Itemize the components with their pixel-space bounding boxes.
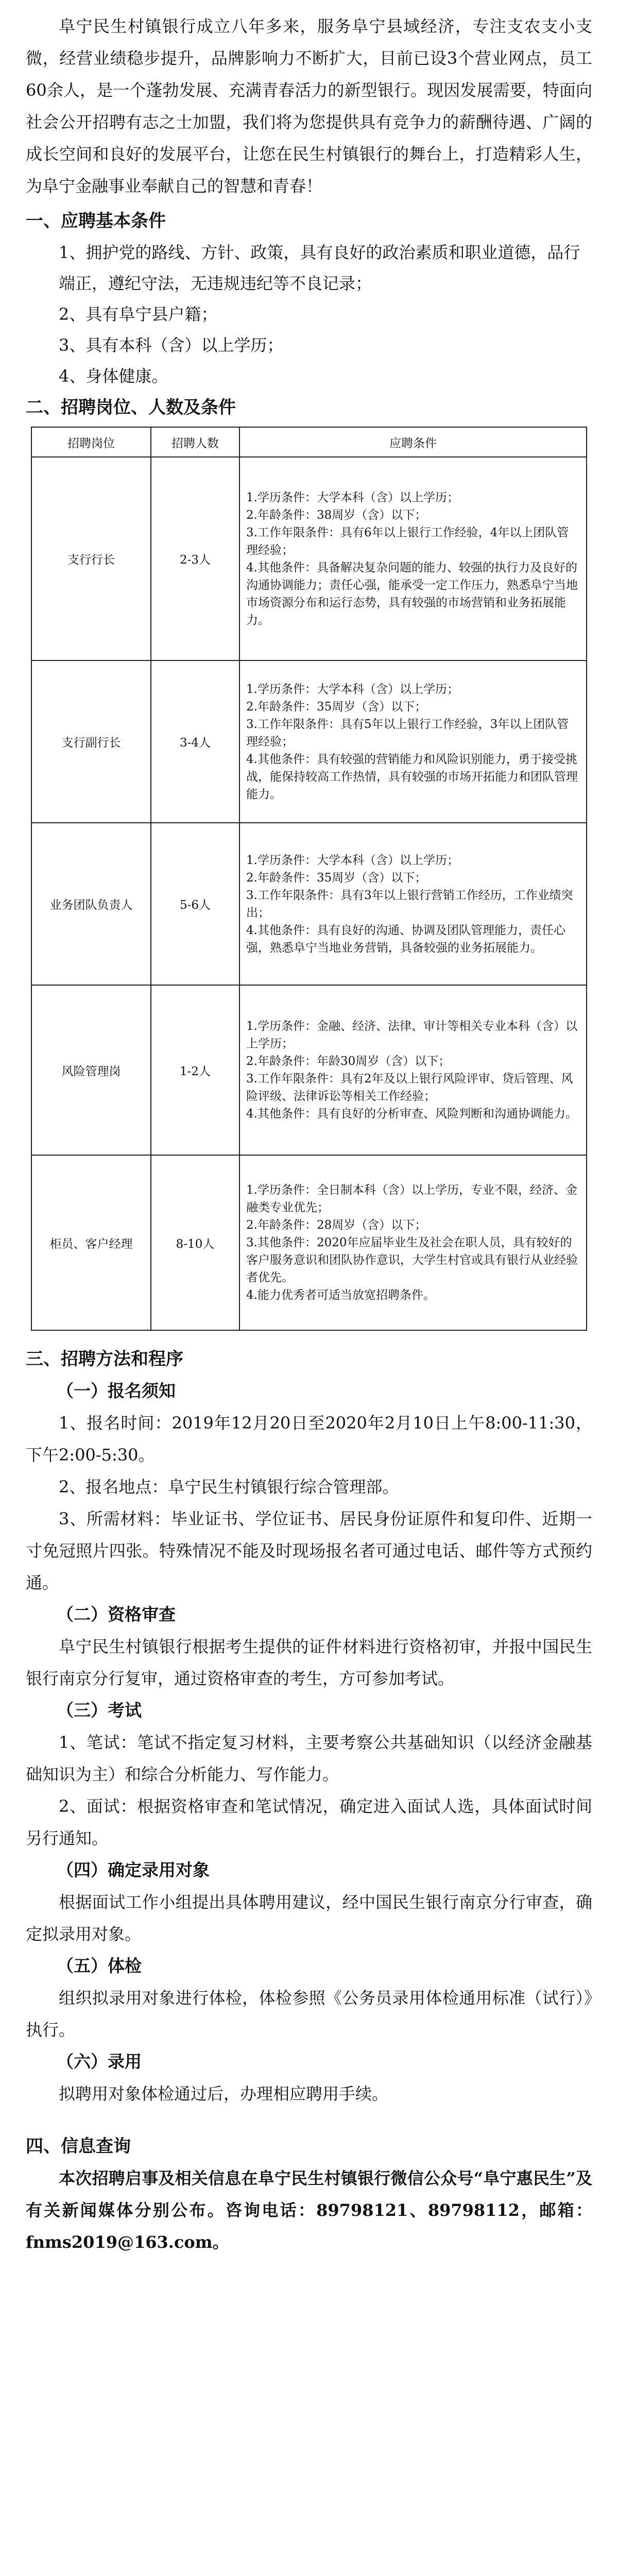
- position-count: 1-2人: [151, 985, 239, 1155]
- condition-line: 3.工作年限条件：具有5年以上银行工作经验，3年以上团队管理经验；: [246, 717, 569, 749]
- condition-line: 2.年龄条件：28周岁（含）以下；: [246, 1218, 427, 1232]
- condition-line: 1.学历条件：金融、经济、法律、审计等相关专业本科（含）以上学历；: [246, 1020, 577, 1050]
- inquiry-text: 本次招聘启事及相关信息在阜宁民生村镇银行微信公众号“阜宁惠民生”及有关新闻媒体分别公布。咨询电话：89798121、89798112，邮箱：fnms2019@163.com。: [26, 2168, 592, 2252]
- intro-paragraph: 阜宁民生村镇银行成立八年多来，服务阜宁县域经济，专注支农支小支微，经营业绩稳步提升，品牌影响力不断扩大，目前已设3个营业网点，员工60余人，是一个蓬勃发展、充满青春活力的新型银行。现因发展需要，特面向社会公开招聘有志之士加盟，我们将为您提供具有竞争力的薪酬待遇、广阔的成长空间和良好的发展平台，让您在民生村镇银行的舞台上，打造精彩人生，为阜宁金融事业奉献自己的智慧和青春！: [26, 16, 592, 196]
- position-conditions: [239, 660, 587, 823]
- section3-title: 三、招聘方法和程序: [26, 1349, 183, 1369]
- position-name: 柜员、客户经理: [31, 1155, 151, 1330]
- condition-line: 2.年龄条件：年龄30周岁（含）以下；: [246, 1055, 451, 1068]
- condition-line: 1.学历条件：全日制本科（含）以上学历，专业不限，经济、金融类专业优先；: [246, 1183, 577, 1214]
- exam-item: 1、笔试：笔试不指定复习材料，主要考察公共基础知识（以经济金融基础知识为主）和综合分析能力、写作能力。: [26, 1733, 592, 1784]
- condition-line: 4.其他条件：具有较强的营销能力和风险识别能力，勇于接受挑战，能保持较高工作热情，具有较强的市场开拓能力和团队管理能力。: [246, 752, 578, 801]
- table-row: [31, 823, 587, 985]
- registration-item: 3、所需材料：毕业证书、学位证书、居民身份证原件和复印件、近期一寸免冠照片四张。特殊情况不能及时现场报名者可通过电话、邮件等方式预约通。: [26, 1509, 592, 1592]
- header-conditions: 应聘条件: [239, 427, 587, 457]
- condition-line: 1.学历条件：大学本科（含）以上学历；: [246, 490, 459, 504]
- section-procedure: [26, 1343, 592, 2110]
- qualification-review-text: 阜宁民生村镇银行根据考生提供的证件材料进行资格初审，并报中国民生银行南京分行复审，通过资格审查的考生，方可参加考试。: [26, 1637, 592, 1688]
- requirement-item: 4、身体健康。: [59, 366, 168, 386]
- position-name: 支行副行长: [31, 660, 151, 823]
- condition-line: 4.其他条件：具备解决复杂问题的能力、较强的执行力及良好的沟通协调能力；责任心强，能承受一定工作压力，熟悉阜宁当地市场资源分布和运行态势，具有较强的市场营销和业务拓展能力。: [246, 561, 578, 627]
- position-count: 5-6人: [151, 823, 239, 985]
- sub1-title: （一）报名须知: [57, 1381, 176, 1401]
- section1-title: 一、应聘基本条件: [26, 211, 166, 231]
- condition-line: 2.年龄条件：38周岁（含）以下；: [246, 508, 427, 522]
- header-position: 招聘岗位: [31, 427, 151, 457]
- exam-item: 2、面试：根据资格审查和笔试情况，确定进入面试人选，具体面试时间另行通知。: [26, 1797, 592, 1848]
- registration-item: 2、报名地点：阜宁民生村镇银行综合管理部。: [59, 1477, 399, 1497]
- condition-line: 3.其他条件：2020年应届毕业生及社会在职人员，具有较好的客户服务意识和团队协作意识，大学生村官或具有银行从业经验者优先。: [246, 1236, 578, 1284]
- section2-title: 二、招聘岗位、人数及条件: [26, 397, 236, 418]
- medical-exam-text: 组织拟录用对象进行体检，体检参照《公务员录用体检通用标准（试行）》执行。: [26, 1988, 592, 2040]
- condition-line: 4.其他条件：具有良好的分析审查、风险判断和沟通协调能力。: [246, 1107, 577, 1121]
- condition-line: 3.工作年限条件：具有3年以上银行营销工作经历，工作业绩突出；: [246, 888, 573, 920]
- table-header-row: [31, 427, 587, 457]
- position-conditions: [239, 457, 587, 660]
- position-name: 业务团队负责人: [31, 823, 151, 985]
- position-name: 支行行长: [31, 457, 151, 660]
- positions-table: [31, 427, 587, 1331]
- requirement-item: 3、具有本科（含）以上学历；: [59, 335, 284, 355]
- condition-line: 2.年龄条件：35周岁（含）以下；: [246, 700, 427, 714]
- section-inquiry: [26, 2130, 592, 2258]
- requirement-item: 1、拥护党的路线、方针、政策，具有良好的政治素质和职业道德，品行端正，遵纪守法，无违规违纪等不良记录；: [59, 243, 580, 293]
- section-basic-requirements: [26, 205, 592, 392]
- table-row: [31, 985, 587, 1155]
- condition-line: 3.工作年限条件：具有2年及以上银行风险评审、贷后管理、风险评级、法律诉讼等相关工作经验；: [246, 1072, 573, 1103]
- table-row: [31, 457, 587, 660]
- position-conditions: [239, 985, 587, 1155]
- header-count: 招聘人数: [151, 427, 239, 457]
- position-conditions: [239, 1155, 587, 1330]
- section4-title: 四、信息查询: [26, 2136, 131, 2157]
- condition-line: 2.年龄条件：35周岁（含）以下；: [246, 871, 427, 885]
- section-positions: [26, 392, 592, 1331]
- condition-line: 4.其他条件：具有良好的沟通、协调及团队管理能力，责任心强，熟悉阜宁当地业务营销，具备较强的业务拓展能力。: [246, 923, 565, 955]
- requirement-item: 2、具有阜宁县户籍；: [59, 304, 218, 324]
- sub3-title: （三）考试: [57, 1700, 142, 1720]
- sub2-title: （二）资格审查: [57, 1604, 176, 1624]
- table-row: [31, 660, 587, 823]
- condition-line: 3.工作年限条件：具有6年以上银行工作经验，4年以上团队管理经验；: [246, 526, 569, 557]
- registration-item: 1、报名时间：2019年12月20日至2020年2月10日上午8:00-11:30，下午2:00-5:30。: [26, 1413, 592, 1465]
- condition-line: 1.学历条件：大学本科（含）以上学历；: [246, 682, 459, 696]
- condition-line: 1.学历条件：大学本科（含）以上学历；: [246, 853, 459, 867]
- position-conditions: [239, 823, 587, 985]
- table-row: [31, 1155, 587, 1330]
- sub4-title: （四）确定录用对象: [57, 1860, 210, 1880]
- sub5-title: （五）体检: [57, 1956, 142, 1976]
- hiring-decision-text: 根据面试工作小组提出具体聘用建议，经中国民生银行南京分行审查，确定拟录用对象。: [26, 1892, 592, 1944]
- position-count: 2-3人: [151, 457, 239, 660]
- sub6-title: （六）录用: [57, 2052, 142, 2072]
- condition-line: 4.能力优秀者可适当放宽招聘条件。: [246, 1289, 435, 1302]
- position-count: 3-4人: [151, 660, 239, 823]
- position-name: 风险管理岗: [31, 985, 151, 1155]
- position-count: 8-10人: [151, 1155, 239, 1330]
- employment-text: 拟聘用对象体检通过后，办理相应聘用手续。: [59, 2084, 389, 2104]
